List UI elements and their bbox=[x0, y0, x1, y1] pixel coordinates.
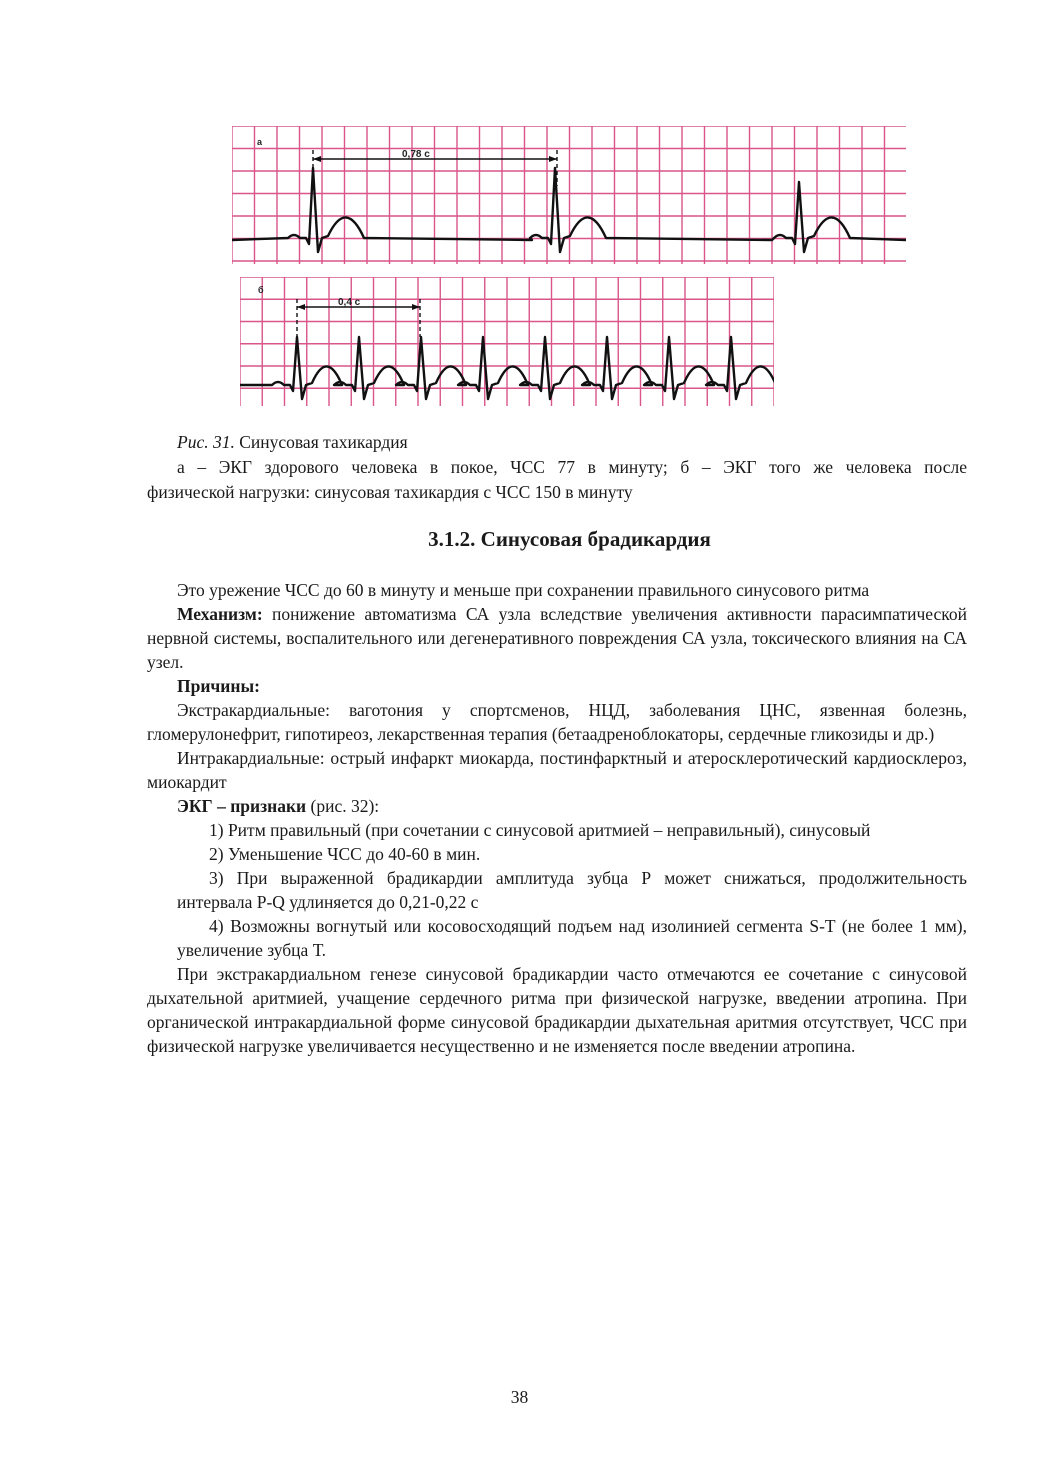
caption-line-2: а – ЭКГ здорового человека в покое, ЧСС 77 в минуту; б – ЭКГ того же человека после bbox=[177, 457, 967, 477]
interval-a-arrow-left bbox=[313, 156, 321, 162]
caption-line-3-wrap bbox=[147, 480, 967, 505]
ecg-signs-ref: (рис. 32): bbox=[306, 796, 380, 816]
list-item: 3) При выраженной брадикардии амплитуда зубца Р может снижаться, продолжительность интервала P-Q удлиняется до 0,21-0,22 с bbox=[177, 868, 967, 912]
intro-paragraph: Это урежение ЧСС до 60 в минуту и меньше при сохранении правильного синусового ритма bbox=[177, 580, 870, 600]
interval-b-arrow-right bbox=[412, 304, 420, 310]
section-title: 3.1.2. Синусовая брадикардия bbox=[428, 527, 711, 551]
ecg-signs-heading bbox=[147, 794, 967, 818]
mechanism-text: понижение автоматизма СА узла вследствие увеличения активности парасимпатической нервной системы, воспалительного или дегенеративного повреждения СА узла, токсического влияния на СА узел. bbox=[147, 604, 967, 672]
causes-heading bbox=[147, 674, 967, 698]
list-item: 4) Возможны вогнутый или косовосходящий подъем над изолинией сегмента S-T (не более 1 мм), увеличение зубца Т. bbox=[177, 916, 967, 960]
intracardiac-paragraph: Интракардиальные: острый инфаркт миокарда, постинфарктный и атеросклеротический кардиосклероз, миокардит bbox=[147, 748, 967, 792]
page-number: 38 bbox=[510, 1387, 529, 1407]
caption-line-3: физической нагрузки: синусовая тахикардия с ЧСС 150 в минуту bbox=[147, 482, 633, 502]
caption-fig-ref: Рис. 31. bbox=[177, 432, 235, 452]
extracardiac-paragraph: Экстракардиальные: ваготония у спортсменов, НЦД, заболевания ЦНС, язвенная болезнь, гломерулонефрит, гипотиреоз, лекарственная терапия (бетаадреноблокаторы, сердечные гликозиды и др.) bbox=[147, 700, 967, 744]
panel-b-letter: б bbox=[258, 285, 264, 295]
interval-b-label: 0,4 с bbox=[338, 297, 361, 308]
mechanism-label: Механизм: bbox=[177, 604, 263, 624]
list-item: 2) Уменьшение ЧСС до 40-60 в мин. bbox=[209, 844, 481, 864]
grid-a bbox=[232, 126, 906, 264]
ecg-strip-b-svg bbox=[240, 277, 774, 406]
caption-line-1 bbox=[177, 430, 967, 455]
causes-label: Причины: bbox=[177, 676, 260, 696]
interval-a-label: 0,78 с bbox=[402, 149, 430, 160]
ecg-strip-a bbox=[232, 126, 906, 264]
interval-a-arrow-right bbox=[549, 156, 557, 162]
list-item: 1) Ритм правильный (при сочетании с синусовой аритмией – неправильный), синусовый bbox=[209, 820, 871, 840]
ecg-signs-label: ЭКГ – признаки bbox=[177, 796, 307, 816]
ecg-strip-a-svg bbox=[232, 126, 906, 264]
mechanism-paragraph bbox=[147, 602, 967, 674]
figure-caption bbox=[147, 430, 967, 505]
panel-a-letter: а bbox=[257, 137, 263, 147]
ecg-strip-b bbox=[240, 277, 774, 406]
grid-b bbox=[240, 277, 774, 406]
ecg-figure bbox=[230, 126, 910, 416]
closing-paragraph: При экстракардиальном генезе синусовой брадикардии часто отмечаются ее сочетание с синусовой дыхательной аритмией, учащение сердечного ритма при физической нагрузке, введении атропина. При органической интракардиальной форме синусовой брадикардии дыхательная аритмия отсутствует, ЧСС при физической нагрузке увеличивается несущественно и не изменяется после введении атропина. bbox=[147, 964, 967, 1056]
interval-b-arrow-left bbox=[297, 304, 305, 310]
caption-title: Синусовая тахикардия bbox=[234, 432, 408, 452]
body-text bbox=[147, 578, 967, 1058]
